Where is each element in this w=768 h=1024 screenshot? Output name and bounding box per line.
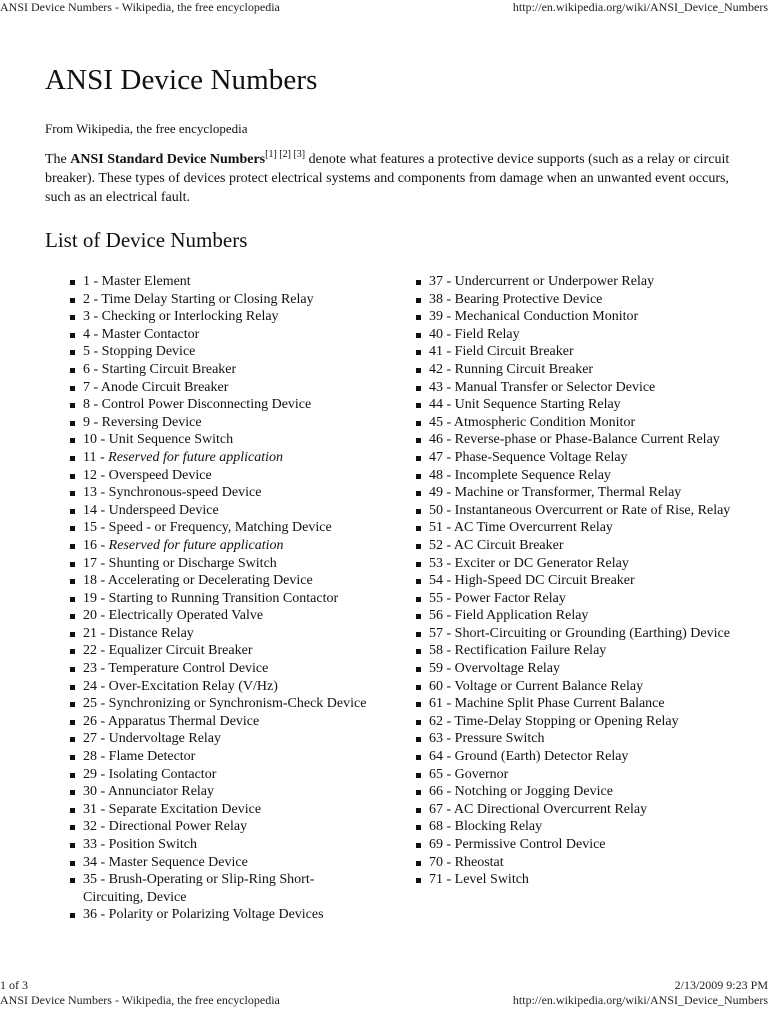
device-label: 47 - Phase-Sequence Voltage Relay (429, 449, 628, 465)
bullet-icon (416, 350, 421, 355)
bullet-icon (70, 737, 75, 742)
device-label: 3 - Checking or Interlocking Relay (83, 309, 279, 325)
device-label: 37 - Undercurrent or Underpower Relay (429, 274, 655, 289)
device-list-item (416, 590, 746, 608)
device-label: 51 - AC Time Overcurrent Relay (429, 520, 613, 536)
bullet-icon (416, 386, 421, 391)
bullet-icon (416, 562, 421, 567)
bullet-icon (70, 350, 75, 355)
device-list-item (70, 326, 370, 344)
device-label: 15 - Speed - or Frequency, Matching Device (83, 520, 332, 536)
device-list-item (416, 343, 746, 361)
device-label: 23 - Temperature Control Device (83, 661, 269, 677)
bullet-icon (70, 386, 75, 391)
device-list-item (70, 537, 370, 555)
device-label: 2 - Time Delay Starting or Closing Relay (83, 291, 314, 307)
bullet-icon (70, 755, 75, 760)
bullet-icon (70, 667, 75, 672)
bullet-icon (70, 438, 75, 443)
device-label-italic: Reserved for future application (108, 449, 283, 465)
bullet-icon (416, 702, 421, 707)
device-label: 26 - Apparatus Thermal Device (83, 713, 260, 729)
device-list-item (416, 519, 746, 537)
device-list-item (416, 642, 746, 660)
bullet-icon (70, 597, 75, 602)
device-label: 1 - Master Element (83, 274, 191, 289)
bullet-icon (416, 614, 421, 619)
device-list-item (416, 361, 746, 379)
bullet-icon (416, 632, 421, 637)
device-label: 48 - Incomplete Sequence Relay (429, 467, 611, 483)
device-label: 24 - Over-Excitation Relay (V/Hz) (83, 678, 278, 694)
device-list-item (416, 537, 746, 555)
device-list-item (70, 449, 370, 467)
device-list-item (416, 291, 746, 309)
bullet-icon (416, 333, 421, 338)
device-list-item (70, 906, 370, 924)
device-label: 29 - Isolating Contactor (83, 766, 217, 782)
device-list-item (416, 308, 746, 326)
device-label: 7 - Anode Circuit Breaker (83, 379, 229, 395)
device-label: 9 - Reversing Device (83, 414, 202, 430)
device-list-item (70, 625, 370, 643)
device-list-item (70, 502, 370, 520)
device-list-item (416, 854, 746, 872)
device-label: 20 - Electrically Operated Valve (83, 608, 264, 624)
device-label: 50 - Instantaneous Overcurrent or Rate of Rise, Relay (429, 502, 731, 518)
device-label: 44 - Unit Sequence Starting Relay (429, 397, 621, 413)
page-title: ANSI Device Numbers (45, 64, 318, 96)
device-list-item (416, 449, 746, 467)
bullet-icon (416, 509, 421, 514)
device-list-item (416, 818, 746, 836)
bullet-icon (416, 773, 421, 778)
device-list-item (70, 836, 370, 854)
bullet-icon (70, 403, 75, 408)
device-label: 14 - Underspeed Device (83, 502, 219, 518)
section-heading: List of Device Numbers (45, 228, 248, 252)
bullet-icon (416, 544, 421, 549)
device-label: 30 - Annunciator Relay (83, 784, 215, 800)
footer-timestamp: 2/13/2009 9:23 PM (674, 978, 768, 992)
bullet-icon (416, 474, 421, 479)
bullet-icon (70, 579, 75, 584)
device-label: 22 - Equalizer Circuit Breaker (83, 643, 253, 659)
device-list-item (416, 273, 746, 291)
bullet-icon (416, 737, 421, 742)
device-label: 28 - Flame Detector (83, 749, 196, 765)
device-label: 34 - Master Sequence Device (83, 854, 248, 870)
bullet-icon (416, 456, 421, 461)
bullet-icon (416, 298, 421, 303)
device-list-item (416, 414, 746, 432)
bullet-icon (416, 755, 421, 760)
device-list-right (416, 273, 746, 889)
bullet-icon (70, 315, 75, 320)
device-label: 4 - Master Contactor (83, 326, 200, 342)
device-list-item (70, 467, 370, 485)
bullet-icon (70, 913, 75, 918)
device-label: 49 - Machine or Transformer, Thermal Relay (429, 485, 682, 501)
header-title: ANSI Device Numbers - Wikipedia, the free encyclopedia (0, 0, 280, 14)
device-label: 71 - Level Switch (429, 872, 529, 888)
bullet-icon (416, 808, 421, 813)
reference-link-1[interactable]: [1] (265, 149, 277, 160)
device-list-item (416, 396, 746, 414)
device-list-item (70, 818, 370, 836)
footer-title: ANSI Device Numbers - Wikipedia, the free encyclopedia (0, 993, 280, 1007)
bullet-icon (416, 491, 421, 496)
device-list-item (70, 572, 370, 590)
device-list-item (70, 379, 370, 397)
bullet-icon (70, 685, 75, 690)
bullet-icon (416, 790, 421, 795)
device-list-item (70, 361, 370, 379)
bullet-icon (70, 614, 75, 619)
device-list-item (70, 273, 370, 291)
device-list-item (416, 695, 746, 713)
bullet-icon (416, 368, 421, 373)
device-list-left (70, 273, 370, 924)
device-label: 66 - Notching or Jogging Device (429, 784, 613, 800)
device-list-item (416, 871, 746, 889)
bullet-icon (70, 509, 75, 514)
bullet-icon (70, 720, 75, 725)
device-label: 60 - Voltage or Current Balance Relay (429, 678, 644, 694)
device-label: 19 - Starting to Running Transition Contactor (83, 590, 339, 606)
device-label: 43 - Manual Transfer or Selector Device (429, 379, 656, 395)
bullet-icon (70, 843, 75, 848)
device-label: 35 - Brush-Operating or Slip-Ring Short-Circuiting, Device (83, 872, 315, 905)
footer-page-count: 1 of 3 (0, 978, 28, 992)
device-list-item (416, 713, 746, 731)
device-label: 32 - Directional Power Relay (83, 819, 248, 835)
bullet-icon (416, 280, 421, 285)
bullet-icon (416, 597, 421, 602)
device-label: 40 - Field Relay (429, 326, 520, 342)
bullet-icon (70, 333, 75, 338)
device-label: 62 - Time-Delay Stopping or Opening Relay (429, 713, 679, 729)
device-label: 55 - Power Factor Relay (429, 590, 566, 606)
device-label: 6 - Starting Circuit Breaker (83, 361, 237, 377)
reference-links (265, 149, 305, 160)
bullet-icon (416, 403, 421, 408)
tagline: From Wikipedia, the free encyclopedia (45, 121, 248, 136)
device-list-item (70, 291, 370, 309)
intro-prefix: The (45, 152, 71, 167)
bullet-icon (416, 649, 421, 654)
bullet-icon (70, 280, 75, 285)
device-list-item (70, 801, 370, 819)
bullet-icon (416, 421, 421, 426)
device-list-item (416, 660, 746, 678)
device-label: 58 - Rectification Failure Relay (429, 643, 607, 659)
device-list-item (416, 555, 746, 573)
bullet-icon (416, 438, 421, 443)
device-label: 17 - Shunting or Discharge Switch (83, 555, 277, 571)
device-label: 52 - AC Circuit Breaker (429, 537, 564, 553)
device-label: 68 - Blocking Relay (429, 819, 543, 835)
device-list-item (416, 502, 746, 520)
device-label: 5 - Stopping Device (83, 344, 196, 360)
bullet-icon (416, 526, 421, 531)
device-label: 63 - Pressure Switch (429, 731, 545, 747)
device-list-item (416, 467, 746, 485)
device-label: 8 - Control Power Disconnecting Device (83, 397, 312, 413)
device-label: 67 - AC Directional Overcurrent Relay (429, 801, 648, 817)
device-list-item (416, 484, 746, 502)
device-list-item (70, 783, 370, 801)
device-list-item (70, 871, 370, 906)
device-label: 59 - Overvoltage Relay (429, 661, 561, 677)
bullet-icon (70, 562, 75, 567)
device-list-item (416, 607, 746, 625)
intro-rest: denote what features a protective device supports (such as a relay or circuit breaker). These types of devices protect electrical systems and components from damage when an unwanted event occurs, such as an electrical fault. (45, 152, 730, 205)
device-list-item (416, 730, 746, 748)
bullet-icon (416, 579, 421, 584)
bullet-icon (70, 808, 75, 813)
bullet-icon (70, 491, 75, 496)
bullet-icon (70, 456, 75, 461)
device-label: 10 - Unit Sequence Switch (83, 432, 234, 448)
device-label: 18 - Accelerating or Decelerating Device (83, 573, 313, 589)
device-label: 64 - Ground (Earth) Detector Relay (429, 749, 629, 765)
device-list-item (416, 431, 746, 449)
device-label: 25 - Synchronizing or Synchronism-Check Device (83, 696, 367, 712)
device-list-item (416, 326, 746, 344)
device-label: 16 - (83, 537, 109, 553)
device-label: 11 - (83, 449, 109, 465)
device-label: 12 - Overspeed Device (83, 467, 212, 483)
bullet-icon (70, 544, 75, 549)
device-list-item (416, 836, 746, 854)
device-label: 45 - Atmospheric Condition Monitor (429, 414, 636, 430)
device-list-item (416, 783, 746, 801)
intro-bold-term: ANSI Standard Device Numbers (70, 152, 266, 167)
bullet-icon (70, 298, 75, 303)
bullet-icon (70, 632, 75, 637)
device-list-item (416, 379, 746, 397)
device-list-item (70, 713, 370, 731)
device-label: 69 - Permissive Control Device (429, 837, 606, 852)
bullet-icon (70, 649, 75, 654)
device-label: 57 - Short-Circuiting or Grounding (Earthing) Device (429, 625, 730, 641)
device-label: 13 - Synchronous-speed Device (83, 485, 262, 501)
device-list-item (70, 678, 370, 696)
device-label: 38 - Bearing Protective Device (429, 291, 603, 307)
device-list-item (70, 660, 370, 678)
device-label: 61 - Machine Split Phase Current Balance (429, 696, 665, 712)
device-list-item (70, 590, 370, 608)
device-label: 36 - Polarity or Polarizing Voltage Devices (83, 907, 324, 923)
device-label: 31 - Separate Excitation Device (83, 801, 262, 817)
bullet-icon (416, 685, 421, 690)
device-list-item (70, 308, 370, 326)
device-list-item (70, 343, 370, 361)
device-label: 65 - Governor (429, 766, 509, 782)
bullet-icon (416, 861, 421, 866)
device-list-item (416, 748, 746, 766)
device-list-item (416, 572, 746, 590)
device-label: 39 - Mechanical Conduction Monitor (429, 309, 639, 325)
bullet-icon (416, 315, 421, 320)
device-label: 41 - Field Circuit Breaker (429, 344, 574, 360)
device-label-italic: Reserved for future application (108, 537, 284, 553)
device-list-item (70, 484, 370, 502)
device-label: 54 - High-Speed DC Circuit Breaker (429, 573, 635, 589)
header-url: http://en.wikipedia.org/wiki/ANSI_Device_Numbers (512, 0, 768, 14)
bullet-icon (70, 773, 75, 778)
device-list-item (70, 748, 370, 766)
device-list-item (416, 625, 746, 643)
bullet-icon (70, 368, 75, 373)
device-list-item (70, 431, 370, 449)
device-label: 42 - Running Circuit Breaker (429, 361, 594, 377)
device-label: 56 - Field Application Relay (429, 608, 589, 624)
bullet-icon (70, 861, 75, 866)
device-list-item (70, 642, 370, 660)
bullet-icon (70, 526, 75, 531)
device-list-item (70, 766, 370, 784)
device-list-item (416, 766, 746, 784)
bullet-icon (416, 843, 421, 848)
device-list-item (416, 801, 746, 819)
device-list-item (416, 678, 746, 696)
device-list-item (70, 396, 370, 414)
device-list-item (70, 695, 370, 713)
bullet-icon (416, 878, 421, 883)
bullet-icon (70, 702, 75, 707)
bullet-icon (70, 878, 75, 883)
device-list-item (70, 555, 370, 573)
reference-link-2[interactable]: [2] (279, 149, 291, 160)
bullet-icon (70, 474, 75, 479)
bullet-icon (416, 825, 421, 830)
footer-url: http://en.wikipedia.org/wiki/ANSI_Device_Numbers (512, 993, 768, 1007)
device-label: 70 - Rheostat (429, 854, 504, 870)
bullet-icon (70, 421, 75, 426)
device-list-item (70, 730, 370, 748)
device-list-item (70, 607, 370, 625)
bullet-icon (70, 790, 75, 795)
bullet-icon (416, 667, 421, 672)
device-list-item (70, 854, 370, 872)
device-label: 53 - Exciter or DC Generator Relay (429, 555, 629, 571)
device-label: 27 - Undervoltage Relay (83, 731, 222, 747)
device-label: 33 - Position Switch (83, 837, 197, 852)
bullet-icon (416, 720, 421, 725)
reference-link-3[interactable]: [3] (293, 149, 306, 160)
device-list-item (70, 519, 370, 537)
device-list-item (70, 414, 370, 432)
intro-paragraph (45, 150, 745, 207)
bullet-icon (70, 825, 75, 830)
device-label: 46 - Reverse-phase or Phase-Balance Current Relay (429, 432, 720, 448)
device-label: 21 - Distance Relay (83, 625, 194, 641)
